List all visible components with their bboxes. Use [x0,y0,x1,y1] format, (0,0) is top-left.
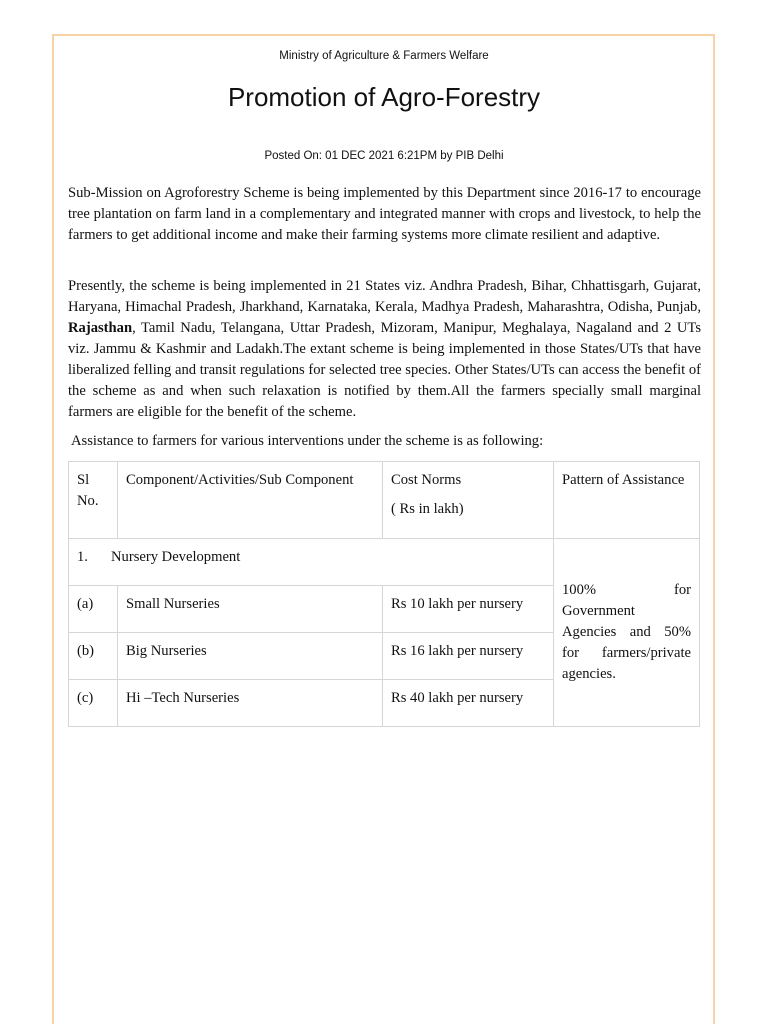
row-sl: (c) [69,680,118,727]
table-section-row [69,539,700,586]
ministry-name: Ministry of Agriculture & Farmers Welfare [279,50,489,62]
row-cost: Rs 16 lakh per nursery [383,633,554,680]
header-cost-unit: ( Rs in lakh) [391,501,464,517]
row-sl: (a) [69,586,118,633]
paragraph-states [68,276,701,423]
paragraph-states-part1: Presently, the scheme is being implemented in 21 States viz. Andhra Pradesh, Bihar, Chhattisgarh, Gujarat, Haryana, Himachal Pradesh, Jharkhand, Karnataka, Kerala, Madhya Pradesh, Maharashtra, Odisha, Punjab, [68,278,701,315]
assistance-table [68,461,700,727]
row-sl: (b) [69,633,118,680]
row-component: Small Nurseries [118,586,383,633]
header-sl: Sl No. [69,462,118,539]
paragraph-intro: Sub-Mission on Agroforestry Scheme is being implemented by this Department since 2016-17 to encourage tree plantation on farm land in a complementary and integrated manner with crops and livestock, to help the farmers to get additional income and make their farming systems more climate resilient and adaptive. [68,185,701,243]
row-component: Hi –Tech Nurseries [118,680,383,727]
posted-date: Posted On: 01 DEC 2021 6:21PM by PIB Delhi [264,150,504,162]
header-cost-label: Cost Norms [391,472,462,488]
table-header-row [69,462,700,539]
row-cost: Rs 40 lakh per nursery [383,680,554,727]
section-cell [69,539,554,586]
pattern-of-assistance: 100% for Government Agencies and 50% for farmers/private agencies. [554,539,700,727]
row-cost: Rs 10 lakh per nursery [383,586,554,633]
row-component: Big Nurseries [118,633,383,680]
section-number: 1. [77,549,88,565]
section-title: Nursery Development [111,549,241,565]
header-component: Component/Activities/Sub Component [118,462,383,539]
page-title: Promotion of Agro-Forestry [227,82,541,112]
paragraph-states-bold: Rajasthan [68,320,133,336]
header-cost [383,462,554,539]
header-pattern: Pattern of Assistance [554,462,700,539]
paragraph-assistance-intro: Assistance to farmers for various interventions under the scheme is as following: [71,433,544,449]
paragraph-states-part2: , Tamil Nadu, Telangana, Uttar Pradesh, Mizoram, Manipur, Meghalaya, Nagaland and 2 UTs viz. Jammu & Kashmir and Ladakh.The extant scheme is being implemented in those States/UTs that have liberalized felling and transit regulations for selected tree species. Other States/UTs can access the benefit of the scheme as and when such relaxation is notified by them.All the farmers specially small marginal farmers are eligible for the benefit of the scheme. [68,320,701,420]
